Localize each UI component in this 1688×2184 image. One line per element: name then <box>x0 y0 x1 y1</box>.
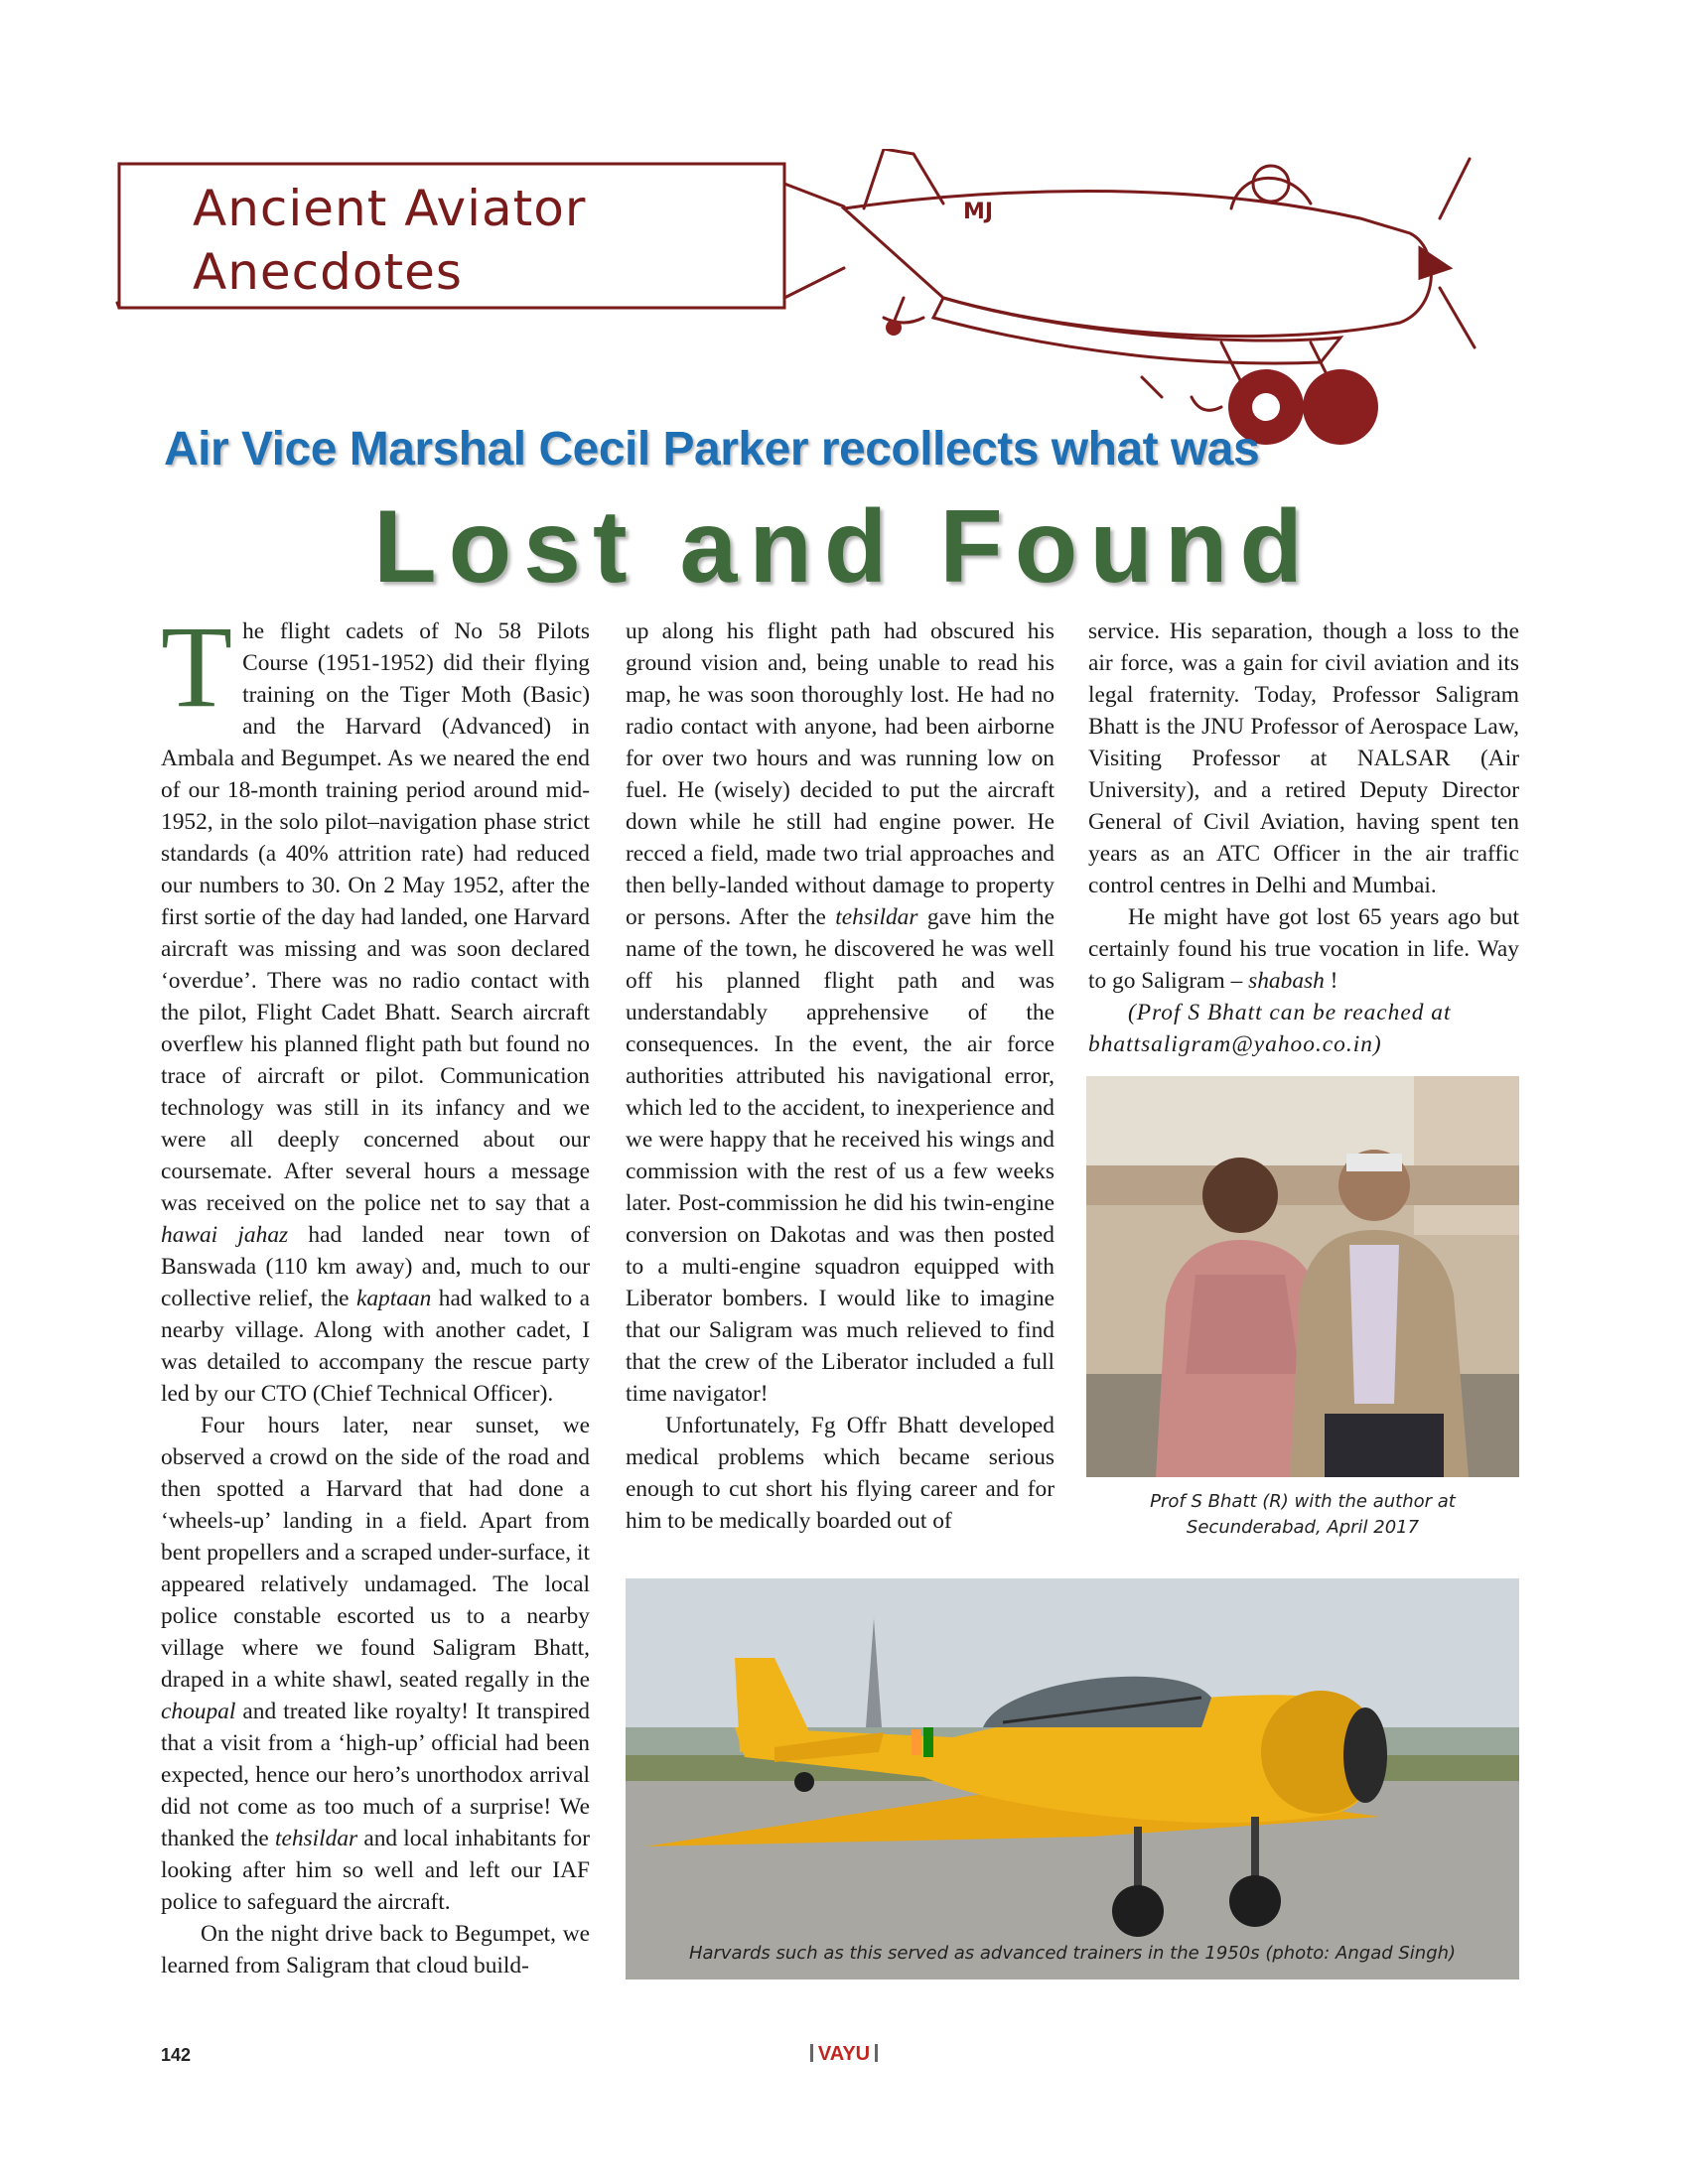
caption-line: Secunderabad, April 2017 <box>1186 1517 1420 1538</box>
header-banner <box>89 149 1499 447</box>
plane-marking: MJ <box>963 200 994 224</box>
contact-note <box>1088 997 1519 1060</box>
article-kicker: Air Vice Marshal Cecil Parker recollects what was <box>164 423 1260 476</box>
photo-caption-2: Harvards such as this served as advanced trainers in the 1950s (photo: Angad Singh) <box>688 1943 1457 1964</box>
article-column-1 <box>161 602 590 1981</box>
italic-term: tehsildar <box>274 1826 358 1851</box>
divider <box>810 2044 813 2062</box>
paragraph: On the night drive back to Begumpet, we learned from Saligram that cloud build- <box>161 1921 590 1979</box>
paragraph <box>161 1410 590 1918</box>
paragraph: Unfortunately, Fg Offr Bhatt developed medical problems which became serious enough to cut short his flying career and for him to be medically boarded out of <box>626 1413 1055 1534</box>
article-headline: Lost and Found <box>373 489 1315 605</box>
italic-term: tehsildar <box>835 904 918 930</box>
text-run: Four hours later, near sunset, we observed a crowd on the side of the road and then spotted a Harvard that had done a ‘wheels-up’ landing in a field. Apart from bent propellers and a scraped under-surface, it appeared relatively undamaged. The local police constable escorted us to a nearby village where we found Saligram Bhatt, draped in a white shawl, seated regally in the <box>161 1413 590 1693</box>
text-run: and local inhabitants for looking after him so well and left our IAF police to safeguard the aircraft. <box>161 1826 590 1915</box>
text-run: He might have got lost 65 years ago but certainly found his true vocation in life. Way to go Saligram – <box>1088 904 1519 994</box>
article-column-2 <box>626 615 1055 1537</box>
text-run: had landed near town of Banswada (110 km away) and, much to our collective relief, the <box>161 1222 590 1311</box>
drop-cap: T <box>161 602 233 732</box>
series-title-line2: Anecdotes <box>193 243 463 301</box>
text-run: and treated like royalty! It transpired that a visit from a ‘high-up’ official had been expected, hence our hero’s unorthodox arrival did not come as too much of a surprise! We thanked the <box>161 1699 590 1851</box>
italic-term: shabash <box>1248 968 1325 994</box>
contact-line: (Prof S Bhatt can be reached at <box>1128 1000 1452 1025</box>
contact-email: bhattsaligram@yahoo.co.in) <box>1088 1031 1382 1057</box>
text-run: he flight cadets of No 58 Pilots Course (1951-1952) did their flying training on the Tiger Moth (Basic) and the Harvard (Advanced) in Ambala and Begumpet. As we neared the end of our 18-month training period around mid-1952, in the solo pilot–navigation phase strict standards (a 40% attrition rate) had reduced our numbers to 30. On 2 May 1952, after the first sortie of the day had landed, one Harvard aircraft was missing and was soon declared ‘overdue’. There was no radio contact with the pilot, Flight Cadet Bhatt. Search aircraft overflew his planned flight path but found no trace of aircraft or pilot. Communication technology was still in its infancy and we were all deeply concerned about our coursemate. After several hours a message was received on the police net to say that a <box>161 618 590 1216</box>
photo-harvard-aircraft <box>626 1578 1519 1979</box>
photo-caption-1 <box>1086 1489 1519 1541</box>
photo-bhatt-and-author <box>1086 1076 1519 1477</box>
paragraph: service. His separation, though a loss to the air force, was a gain for civil aviation and its legal fraternity. Today, Professor Saligram Bhatt is the JNU Professor of Aerospace Law, Visiting Professor at NALSAR (Air University), and a retired Deputy Director General of Civil Aviation, having spent ten years as an ATC Officer in the air traffic control centres in Delhi and Mumbai. <box>1088 618 1519 898</box>
italic-term: kaptaan <box>355 1286 432 1311</box>
paragraph <box>161 602 590 1410</box>
text-run: gave him the name of the town, he discovered he was well off his planned flight path and was understandably apprehensive of the consequences. In the event, the air force authorities attributed his navigational error, which led to the accident, to inexperience and we were happy that he received his wings and commission with the rest of us a few weeks later. Post-commission he did his twin-engine conversion on Dakotas and was then posted to a multi-engine squadron equipped with Liberator bombers. I would like to imagine that our Saligram was much relieved to find that the crew of the Liberator included a full time navigator! <box>626 904 1055 1407</box>
page-number: 142 <box>161 2045 192 2065</box>
italic-term: hawai jahaz <box>161 1222 289 1248</box>
divider <box>875 2044 878 2062</box>
text-run: ! <box>1324 968 1338 994</box>
series-title-line1: Ancient Aviator <box>193 180 587 237</box>
series-title <box>193 177 788 304</box>
paragraph <box>1088 901 1519 997</box>
text-run: up along his flight path had obscured his ground vision and, being unable to read his map, he was soon thoroughly lost. He had no radio contact with anyone, had been airborne for over two hours and was running low on fuel. He (wisely) decided to put the aircraft down while he still had engine power. He recced a field, made two trial approaches and then belly-landed without damage to property or persons. After the <box>626 618 1055 930</box>
magazine-title: VAYU <box>817 2043 871 2065</box>
article-column-3 <box>1088 615 1519 1060</box>
caption-line: Prof S Bhatt (R) with the author at <box>1150 1491 1456 1512</box>
text-run: had walked to a nearby village. Along with another cadet, I was detailed to accompany the rescue party led by our CTO (Chief Technical Officer). <box>161 1286 590 1407</box>
paragraph <box>626 615 1055 1410</box>
italic-term: choupal <box>161 1699 236 1724</box>
magazine-name <box>774 2043 914 2066</box>
